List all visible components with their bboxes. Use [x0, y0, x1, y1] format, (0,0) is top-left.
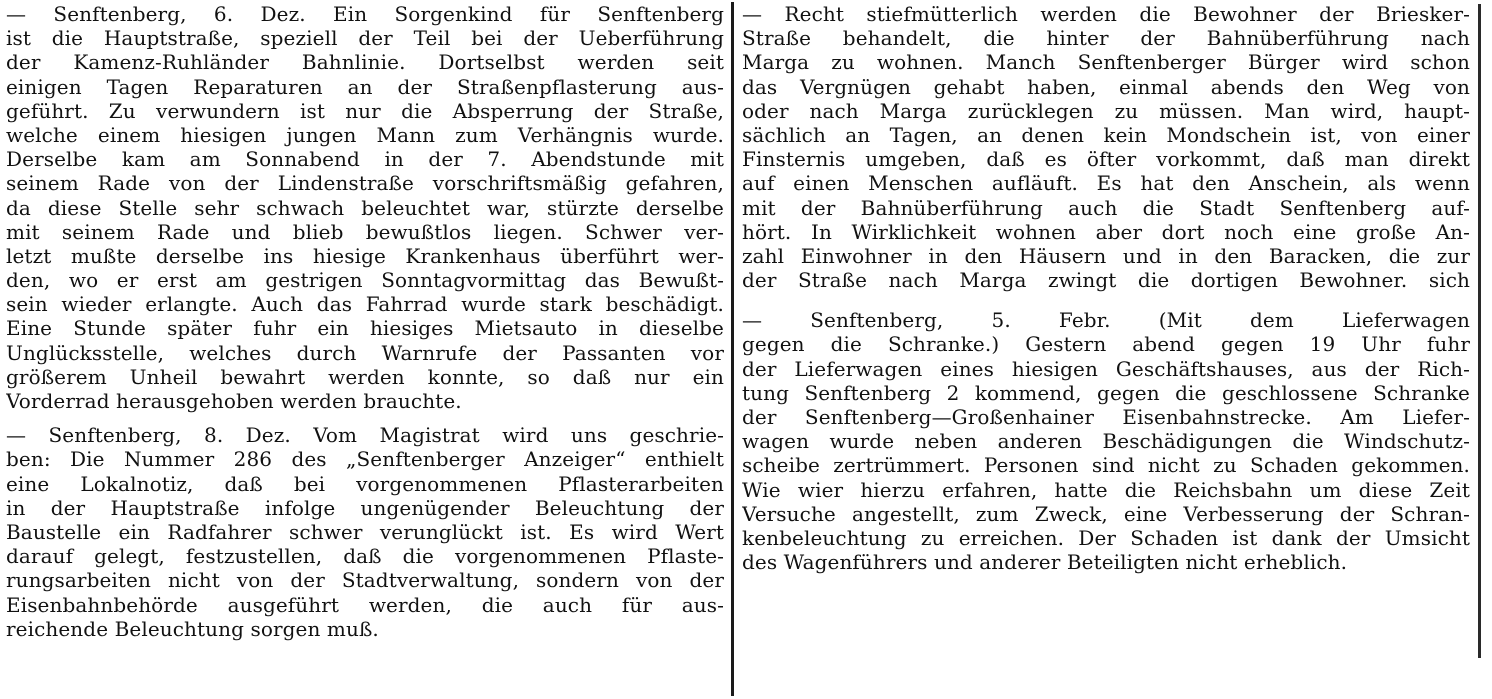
text-line: Unglücksstelle, welches durch Warnrufe der Passanten vor [6, 340, 724, 365]
text-line: der Straße nach Marga zwingt die dortigen Bewohner. sich [742, 268, 1470, 293]
text-line: — Recht stiefmütterlich werden die Bewohner der Briesker- [742, 2, 1470, 26]
article-magistrat-statement [6, 423, 724, 641]
text-line: da diese Stelle sehr schwach beleuchtet war, stürzte derselbe [6, 195, 724, 220]
text-line: tung Senftenberg 2 kommend, gegen die geschlossene Schranke [742, 380, 1470, 405]
text-line: oder nach Marga zurücklegen zu müssen. Man wird, haupt- [742, 98, 1470, 123]
text-line: Finsternis umgeben, daß es öfter vorkommt, daß man direkt [742, 147, 1470, 172]
text-line: rungsarbeiten nicht von der Stadtverwaltung, sondern von der [6, 568, 724, 593]
text-line: Eine Stunde später fuhr ein hiesiges Mietsauto in dieselbe [6, 316, 724, 341]
text-line: eine Lokalnotiz, daß bei vorgenommenen Pflasterarbeiten [6, 471, 724, 496]
text-line: den, wo er erst am gestrigen Sonntagvormittag das Bewußt- [6, 268, 724, 293]
text-line: scheibe zertrümmert. Personen sind nicht zu Schaden gekommen. [742, 453, 1470, 478]
text-line: letzt mußte derselbe ins hiesige Krankenhaus überführt wer- [6, 243, 724, 268]
text-line: mit seinem Rade und blieb bewußtlos liegen. Schwer ver- [6, 219, 724, 244]
right-column [742, 2, 1470, 582]
text-line: Derselbe kam am Sonnabend in der 7. Abendstunde mit [6, 147, 724, 172]
text-line: des Wagenführers und anderer Beteiligten nicht erheblich. [742, 550, 1348, 575]
text-line: Eisenbahnbehörde ausgeführt werden, die auch für aus- [6, 592, 724, 617]
article-lieferwagen-schranke [742, 308, 1470, 574]
text-line: darauf gelegt, festzustellen, daß die vorgenommenen Pflaste- [6, 544, 724, 569]
text-line: ben: Die Nummer 286 des „Senftenberger Anzeiger“ enthielt [6, 447, 724, 472]
text-line: hört. In Wirklichkeit wohnen aber dort noch eine große An- [742, 219, 1470, 244]
article-road-accident [6, 2, 724, 413]
text-line: welche einem hiesigen jungen Mann zum Verhängnis wurde. [6, 122, 724, 147]
text-line: der Lieferwagen eines hiesigen Geschäftshauses, aus der Rich- [742, 356, 1470, 381]
text-line: ist die Hauptstraße, speziell der Teil bei der Ueberführung [6, 26, 724, 51]
text-line: auf einen Menschen aufläuft. Es hat den Anschein, als wenn [742, 171, 1470, 196]
text-line: geführt. Zu verwundern ist nur die Absperrung der Straße, [6, 98, 724, 123]
text-line: seinem Rade von der Lindenstraße vorschriftsmäßig gefahren, [6, 171, 724, 196]
text-line: reichende Beleuchtung sorgen muß. [6, 616, 379, 641]
text-line: Baustelle ein Radfahrer schwer verunglückt ist. Es wird Wert [6, 519, 724, 544]
text-line: einigen Tagen Reparaturen an der Straßenpflasterung aus- [6, 74, 724, 99]
text-line: — Senftenberg, 6. Dez. Ein Sorgenkind für Senftenberg [6, 2, 724, 26]
text-line: sächlich an Tagen, an denen kein Mondschein ist, von einer [742, 122, 1470, 147]
text-line: wagen wurde neben anderen Beschädigungen die Windschutz- [742, 429, 1470, 454]
text-line: in der Hauptstraße infolge ungenügender Beleuchtung der [6, 495, 724, 520]
text-line: Straße behandelt, die hinter der Bahnüberführung nach [742, 26, 1470, 51]
text-line: das Vergnügen gehabt haben, einmal abends den Weg von [742, 74, 1470, 99]
text-line: gegen die Schranke.) Gestern abend gegen 19 Uhr fuhr [742, 332, 1470, 357]
text-line: der Kamenz-Ruhländer Bahnlinie. Dortselbst werden seit [6, 50, 724, 75]
text-line: Vorderrad herausgehoben werden brauchte. [6, 389, 462, 413]
text-line: zahl Einwohner in den Häusern und in den Baracken, die zur [742, 243, 1470, 268]
article-brieskerstrasse [742, 2, 1470, 292]
text-line: Marga zu wohnen. Manch Senftenberger Bürger wird schon [742, 50, 1470, 75]
text-line: sein wieder erlangte. Auch das Fahrrad wurde stark beschädigt. [6, 292, 724, 317]
text-line: der Senftenberg—Großenhainer Eisenbahnstrecke. Am Liefer- [742, 405, 1470, 429]
page-edge-rule [1478, 4, 1481, 658]
text-line: kenbeleuchtung zu erreichen. Der Schaden ist dank der Umsicht [742, 525, 1470, 550]
text-line: Versuche angestellt, zum Zweck, eine Verbesserung der Schran- [742, 501, 1470, 526]
left-column [6, 2, 724, 649]
column-divider [731, 2, 734, 696]
text-line: — Senftenberg, 5. Febr. (Mit dem Lieferwagen [742, 308, 1470, 333]
text-line: mit der Bahnüberführung auch die Stadt Senftenberg auf- [742, 195, 1470, 220]
text-line: — Senftenberg, 8. Dez. Vom Magistrat wird uns geschrie- [6, 423, 724, 448]
text-line: Wie wier hierzu erfahren, hatte die Reichsbahn um diese Zeit [742, 477, 1470, 502]
text-line: größerem Unheil bewahrt werden konnte, so daß nur ein [6, 364, 724, 389]
